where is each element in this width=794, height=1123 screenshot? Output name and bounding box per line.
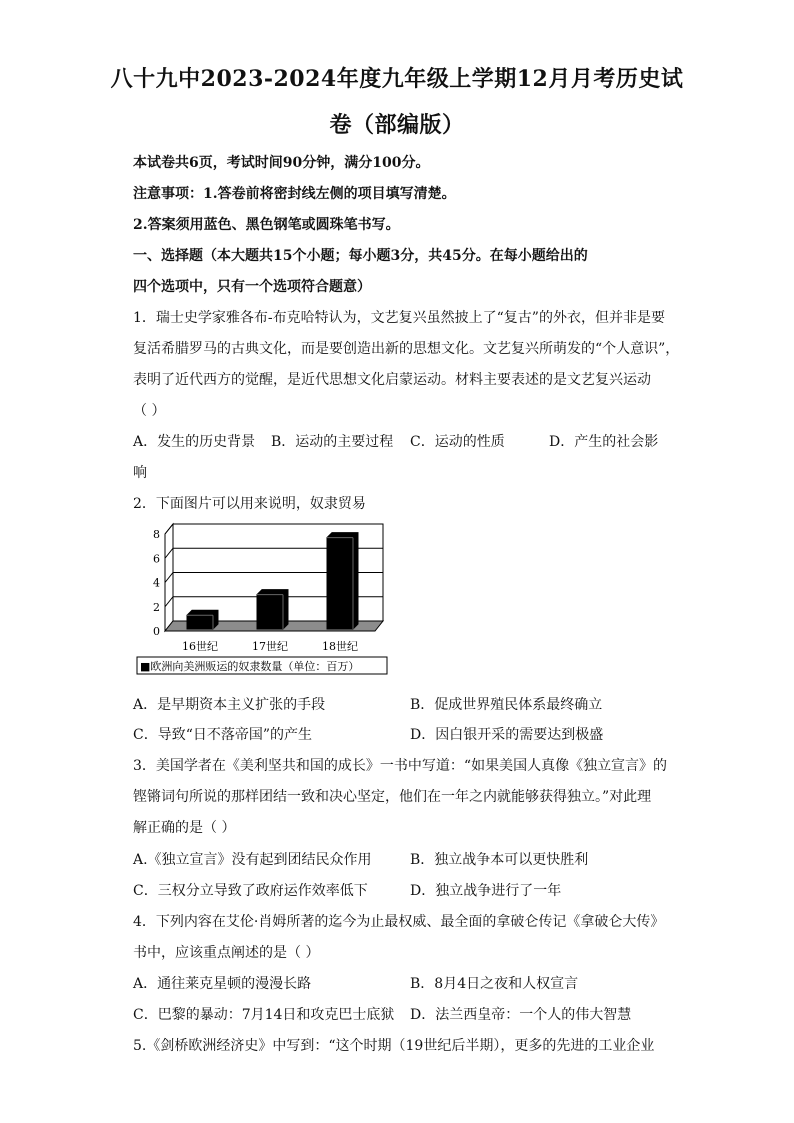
q3-stem: 3．美国学者在《美利坚共和国的成长》一书中写道：“如果美国人真像《独立宣言》的 [133,758,668,774]
q3-stem-3: 解正确的是（ ） [133,820,236,836]
chart-y-tick-label: 4 [153,576,160,590]
q1-stem: 1．瑞士史学家雅各布-布克哈特认为，文艺复兴虽然披上了“复古”的外衣，但并非是要 [133,310,665,326]
exam-info: 本试卷共6页，考试时间90分钟，满分100分。 [133,155,430,171]
q1-option-d: D．产生的社会影 [549,434,659,450]
q2-option-b: B．促成世界殖民体系最终确立 [410,697,603,713]
notice-2: 2.答案须用蓝色、黑色钢笔或圆珠笔书写。 [133,217,400,233]
q3-option-c: C．三权分立导致了政府运作效率低下 [133,883,368,899]
q4-stem-2: 书中，应该重点阐述的是（ ） [133,945,320,961]
q3-stem-2: 铿锵词句所说的那样团结一致和决心坚定，他们在一年之内就能够获得独立。”对此理 [133,789,652,805]
chart-x-tick-label: 17世纪 [252,640,288,653]
page-title: 八十九中2023-2024年度九年级上学期12月月考历史试 [110,66,684,92]
chart-bar [187,610,218,629]
q1-option-b: B．运动的主要过程 [271,434,394,450]
q4-option-d: D．法兰西皇帝：一个人的伟大智慧 [410,1007,632,1023]
q1-option-a: A．发生的历史背景 [133,434,256,450]
q2-option-a: A．是早期资本主义扩张的手段 [133,697,326,713]
q4-option-c: C．巴黎的暴动：7月14日和攻克巴士底狱 [133,1007,395,1023]
section-heading: 一、选择题（本大题共15个小题；每小题3分，共45分。在每小题给出的 [133,248,588,264]
chart-y-tick-label: 6 [153,552,160,566]
chart-x-tick-label: 18世纪 [322,640,358,653]
q2-option-c: C．导致“日不落帝国”的产生 [133,727,313,743]
q3-option-a: A.《独立宣言》没有起到团结民众作用 [133,852,372,868]
q5-stem: 5.《剑桥欧洲经济史》中写到：“这个时期（19世纪后半期），更多的先进的工业企业 [133,1038,655,1054]
q1-stem-3: 表明了近代西方的觉醒，是近代思想文化启蒙运动。材料主要表述的是文艺复兴运动 [133,372,651,388]
slave-trade-bar-chart [133,518,388,678]
chart-legend: ■欧洲向美洲贩运的奴隶数量（单位：百万） [140,660,360,673]
chart-x-tick-label: 16世纪 [182,640,218,653]
q2-option-d: D．因白银开采的需要达到极盛 [410,727,604,743]
q4-option-b: B．8月4日之夜和人权宣言 [410,976,579,992]
q1-option-c: C．运动的性质 [410,434,505,450]
chart-y-tick-label: 8 [153,528,160,541]
notice-1: 注意事项：1.答卷前将密封线左侧的项目填写清楚。 [133,186,456,202]
section-heading-cont: 四个选项中，只有一个选项符合题意） [133,279,371,295]
q1-stem-2: 复活希腊罗马的古典文化，而是要创造出新的思想文化。文艺复兴所萌发的“个人意识”， [133,341,680,357]
q3-option-b: B．独立战争本可以更快胜利 [410,852,589,868]
q4-option-a: A．通往莱克星顿的漫漫长路 [133,976,312,992]
q3-option-d: D．独立战争进行了一年 [410,883,562,899]
q2-stem: 2．下面图片可以用来说明，奴隶贸易 [133,496,366,512]
chart-bar [257,590,288,629]
q1-answer-blank: （ ） [133,403,166,419]
q4-stem: 4．下列内容在艾伦·肖姆所著的迄今为止最权威、最全面的拿破仑传记《拿破仑大传》 [133,914,665,930]
chart-bar [327,533,358,629]
chart-y-tick-label: 2 [153,600,160,614]
chart-y-tick-label: 0 [153,625,160,638]
page-title-cont: 卷（部编版） [329,112,465,138]
q1-option-d-cont: 响 [133,465,147,481]
